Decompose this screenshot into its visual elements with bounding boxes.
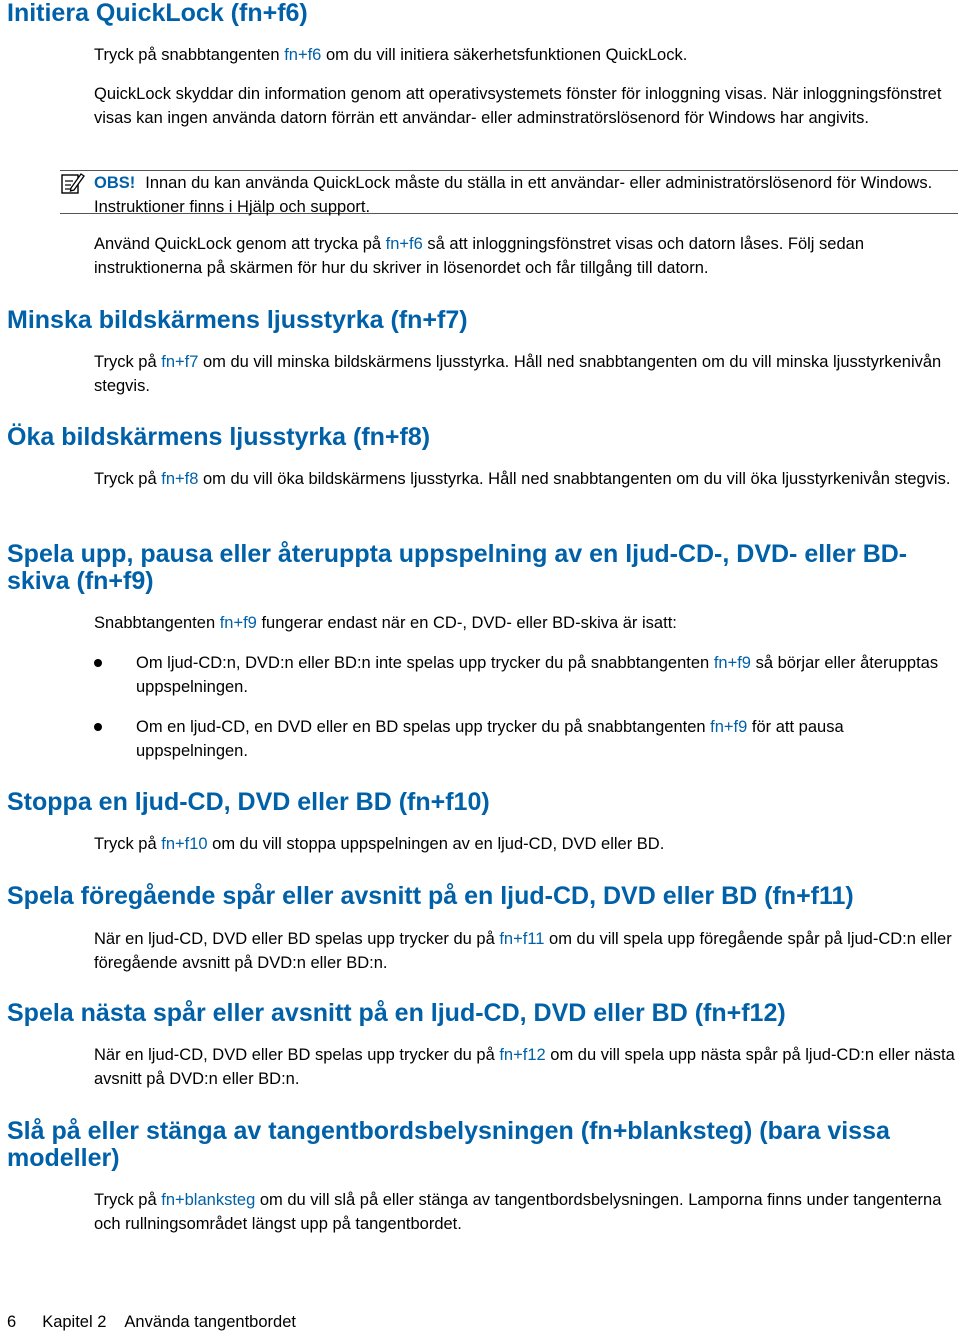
key-fn-f9: fn+f9 xyxy=(710,718,748,736)
heading-increase-brightness: Öka bildskärmens ljusstyrka (fn+f8) xyxy=(7,423,431,451)
bullet xyxy=(94,723,102,731)
note-label: OBS! xyxy=(94,174,136,192)
text: Tryck på xyxy=(94,835,162,853)
key-fn-space: fn+blanksteg xyxy=(161,1191,256,1209)
text: så börjar eller återupptas uppspelningen. xyxy=(136,654,939,696)
chapter-label: Kapitel 2 xyxy=(42,1313,107,1331)
heading-keyboard-backlight: Slå på eller stänga av tangentbordsbelysningen (fn+blanksteg) (bara vissa modeller) xyxy=(7,1117,890,1172)
paragraph-previous-track xyxy=(94,927,960,975)
text: Tryck på xyxy=(94,1191,162,1209)
key-fn-f9: fn+f9 xyxy=(713,654,751,672)
text: Om ljud-CD:n, DVD:n eller BD:n inte spelas upp trycker du på snabbtangenten xyxy=(136,654,714,672)
text: om du vill spela upp föregående spår på ljud-CD:n eller föregående avsnitt på DVD:n eller BD:n. xyxy=(94,930,952,972)
heading-next-track: Spela nästa spår eller avsnitt på en ljud-CD, DVD eller BD (fn+f12) xyxy=(7,999,786,1027)
key-fn-f11: fn+f11 xyxy=(499,930,545,948)
text: om du vill öka bildskärmens ljusstyrka. Håll ned snabbtangenten om du vill öka ljusstyrkenivån stegvis. xyxy=(198,470,951,488)
note-box xyxy=(60,170,958,214)
key-fn-f7: fn+f7 xyxy=(161,353,199,371)
text: Snabbtangenten xyxy=(94,614,220,632)
text: När en ljud-CD, DVD eller BD spelas upp trycker du på xyxy=(94,1046,500,1064)
key-fn-f9: fn+f9 xyxy=(219,614,257,632)
key-fn-f12: fn+f12 xyxy=(499,1046,546,1064)
key-fn-f6: fn+f6 xyxy=(385,235,423,253)
key-fn-f8: fn+f8 xyxy=(161,470,199,488)
heading-previous-track: Spela föregående spår eller avsnitt på en ljud-CD, DVD eller BD (fn+f11) xyxy=(7,882,854,910)
paragraph-keyboard-backlight xyxy=(94,1188,960,1236)
text: för att pausa uppspelningen. xyxy=(136,718,844,760)
heading-play-pause: Spela upp, pausa eller återuppta uppspelning av en ljud-CD-, DVD- eller BD-skiva (fn+f9) xyxy=(7,540,908,595)
bullet xyxy=(94,659,102,667)
note-pencil-icon xyxy=(60,171,86,197)
paragraph-play-pause xyxy=(94,611,960,635)
paragraph-quicklock-desc: QuickLock skyddar din information genom att operativsystemets fönster för inloggning visas. När inloggningsfönstret visas kan ingen använda datorn förrän ett användar- eller adminstratörslösenord för Windows har angivits. xyxy=(94,85,942,127)
text: om du vill spela upp nästa spår på ljud-CD:n eller nästa avsnitt på DVD:n eller BD:n. xyxy=(94,1046,955,1088)
text: Använd QuickLock genom att trycka på xyxy=(94,235,386,253)
list-item xyxy=(136,651,960,699)
heading-stop: Stoppa en ljud-CD, DVD eller BD (fn+f10) xyxy=(7,788,490,816)
page-number: 6 xyxy=(7,1313,17,1331)
heading-quicklock: Initiera QuickLock (fn+f6) xyxy=(7,0,308,27)
text: om du vill stoppa uppspelningen av en ljud-CD, DVD eller BD. xyxy=(207,835,665,853)
text: om du vill initiera säkerhetsfunktionen QuickLock. xyxy=(321,46,688,64)
text: Tryck på xyxy=(94,353,162,371)
list-item xyxy=(136,715,960,763)
text: Om en ljud-CD, en DVD eller en BD spelas upp trycker du på snabbtangenten xyxy=(136,718,711,736)
paragraph-decrease-brightness xyxy=(94,350,960,398)
text: När en ljud-CD, DVD eller BD spelas upp trycker du på xyxy=(94,930,500,948)
paragraph-quicklock-intro xyxy=(94,43,960,67)
text: Tryck på xyxy=(94,470,162,488)
paragraph-stop xyxy=(94,832,960,856)
key-fn-f6: fn+f6 xyxy=(284,46,322,64)
page-footer xyxy=(7,1310,314,1334)
chapter-title: Använda tangentbordet xyxy=(124,1313,296,1331)
paragraph-increase-brightness xyxy=(94,467,960,491)
heading-decrease-brightness: Minska bildskärmens ljusstyrka (fn+f7) xyxy=(7,306,468,334)
paragraph-quicklock-use xyxy=(94,232,960,280)
text: om du vill slå på eller stänga av tangentbordsbelysningen. Lamporna finns under tangenterna och rullningsområdet längst upp på tangentbordet. xyxy=(94,1191,942,1233)
text: om du vill minska bildskärmens ljusstyrka. Håll ned snabbtangenten om du vill minska ljusstyrkenivån stegvis. xyxy=(94,353,942,395)
note-body: Innan du kan använda QuickLock måste du ställa in ett användar- eller administratörslösenord för Windows. Instruktioner finns i Hjälp och support. xyxy=(94,174,933,216)
text: så att inloggningsfönstret visas och datorn låses. Följ sedan instruktionerna på skärmen för hur du skriver in lösenordet och får tillgång till datorn. xyxy=(94,235,864,277)
text: fungerar endast när en CD-, DVD- eller BD-skiva är isatt: xyxy=(256,614,677,632)
paragraph-next-track xyxy=(94,1043,960,1091)
key-fn-f10: fn+f10 xyxy=(161,835,208,853)
text: Tryck på snabbtangenten xyxy=(94,46,285,64)
note-text xyxy=(94,171,958,219)
